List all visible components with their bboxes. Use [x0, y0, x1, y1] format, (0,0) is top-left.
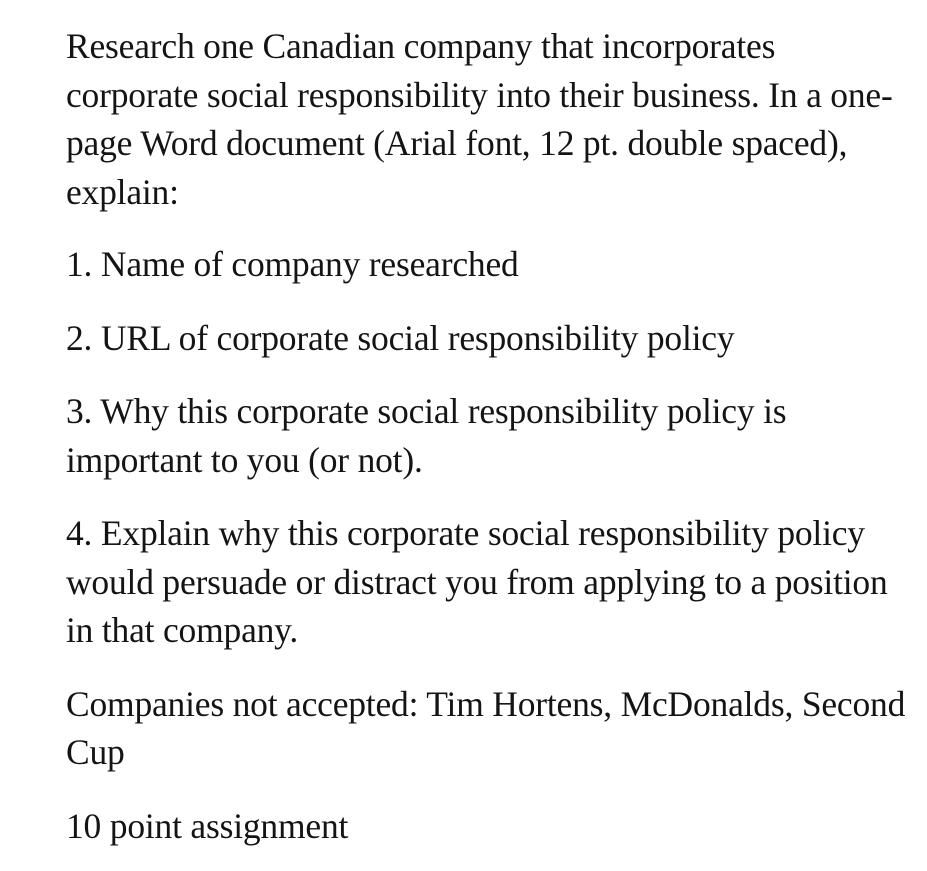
assignment-document [66, 22, 911, 850]
list-item-text: URL of corporate social responsibility policy [100, 317, 735, 358]
list-item [66, 509, 911, 655]
list-item-text: Name of company researched [100, 244, 519, 284]
list-item [66, 387, 911, 484]
excluded-companies: Companies not accepted: Tim Hortens, McDonalds, Second Cup [66, 683, 906, 772]
list-item-number: 3. [66, 391, 93, 431]
list-item [66, 314, 911, 363]
list-item-number: 2. [66, 317, 93, 358]
point-value: 10 point assignment [66, 805, 349, 846]
assignment-intro: Research one Canadian company that incorporates corporate social responsibility into their business. In a one-page Word document (Arial font, 12 pt. double spaced), explain: [66, 26, 893, 212]
list-item-number: 4. [66, 513, 93, 553]
list-item [66, 240, 911, 289]
list-item-number: 1. [66, 244, 93, 284]
list-item-text: Explain why this corporate social responsibility policy would persuade or distract you from applying to a position in that company. [66, 513, 888, 650]
list-item-text: Why this corporate social responsibility policy is important to you (or not). [66, 391, 787, 480]
